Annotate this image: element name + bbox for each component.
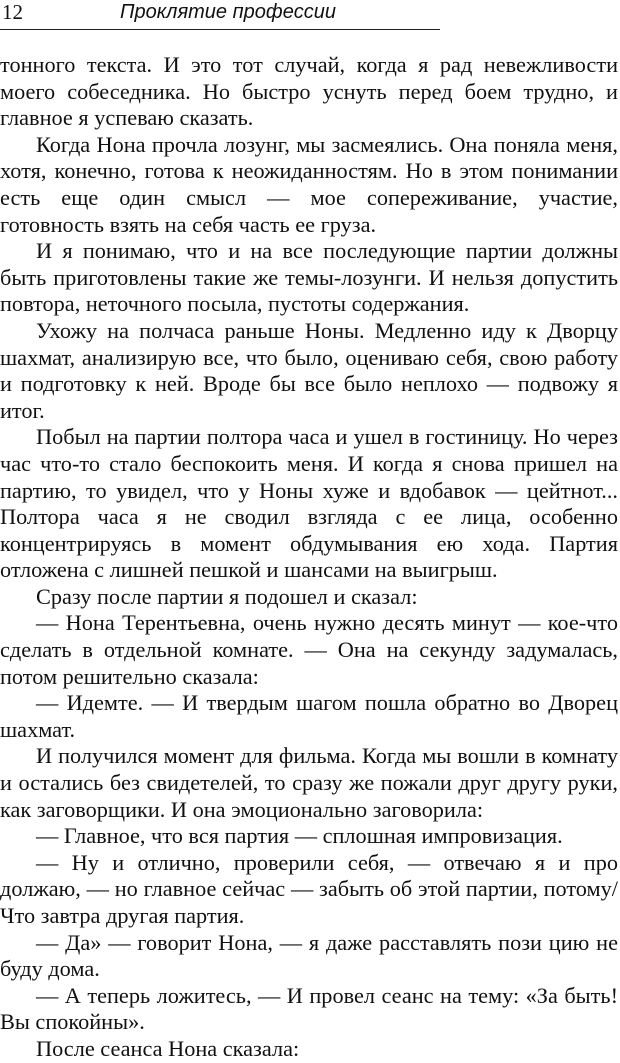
text-body bbox=[0, 52, 618, 1063]
paragraph: И я понимаю, что и на все последующие партии должны быть приготовлены такие же темы-лозунги. И нельзя допустить повтора, неточного посыла, пустоты содержания. bbox=[0, 238, 618, 317]
paragraph: — Ну и отлично, проверили себя, — отвечаю я и про должаю, — но главное сейчас — забыть об этой партии, потому/Что завтра другая партия. bbox=[0, 849, 618, 928]
paragraph: Сразу после партии я подошел и сказал: bbox=[36, 583, 418, 609]
paragraph: Ухожу на полчаса раньше Ноны. Медленно иду к Дворцу шахмат, анализирую все, что было, оцениваю себя, свою работу и подготовку к ней. Вроде бы все было неплохо — подвожу я итог. bbox=[0, 317, 618, 423]
paragraph: — Идемте. — И твердым шагом пошла обратно во Дворец шахмат. bbox=[0, 690, 618, 742]
paragraph: — Нона Терентьевна, очень нужно десять минут — кое-что сделать в отдельной комнате. — Она на секунду задумалась, потом решительно сказала: bbox=[0, 610, 618, 689]
paragraph: После сеанса Нона сказала: bbox=[36, 1035, 300, 1061]
paragraph: — Главное, что вся партия — сплошная импровизация. bbox=[36, 823, 563, 849]
paragraph: Когда Нона прочла лозунг, мы засмеялись. Она поняла меня, хотя, конечно, готова к неожиданностям. Но в этом понимании есть еще один смысл — мое сопереживание, участие, готовность взять на себя часть ее груза. bbox=[0, 131, 618, 237]
paragraph: — А теперь ложитесь, — И провел сеанс на тему: «За быть! Вы спокойны». bbox=[0, 982, 618, 1035]
running-title: Проклятие профессии bbox=[120, 1, 336, 23]
page-number: 12 bbox=[2, 0, 23, 24]
paragraph: И получился момент для фильма. Когда мы вошли в комнату и остались без свидетелей, то сразу же пожали друг другу руки, как заговорщики. И она эмоционально заговорила: bbox=[0, 743, 618, 822]
paragraph: Побыл на партии полтора часа и ушел в гостиницу. Но через час что-то стало беспокоить меня. И когда я снова пришел на партию, то увидел, что у Ноны хуже и вдобавок — цейтнот... Полтора часа я не сводил взгляда с ее лица, особенно концентрируясь в момент обдумывания ею хода. Партия отложена с лишней пешкой и шансами на выигрыш. bbox=[0, 424, 618, 583]
page-header bbox=[0, 0, 620, 34]
header-rule bbox=[0, 29, 440, 30]
paragraph: — Да» — говорит Нона, — я даже расставлять пози цию не буду дома. bbox=[0, 929, 618, 982]
paragraph: тонного текста. И это тот случай, когда я рад невежливости моего собеседника. Но быстро уснуть перед боем трудно, и главное я успеваю сказать. bbox=[0, 52, 618, 131]
